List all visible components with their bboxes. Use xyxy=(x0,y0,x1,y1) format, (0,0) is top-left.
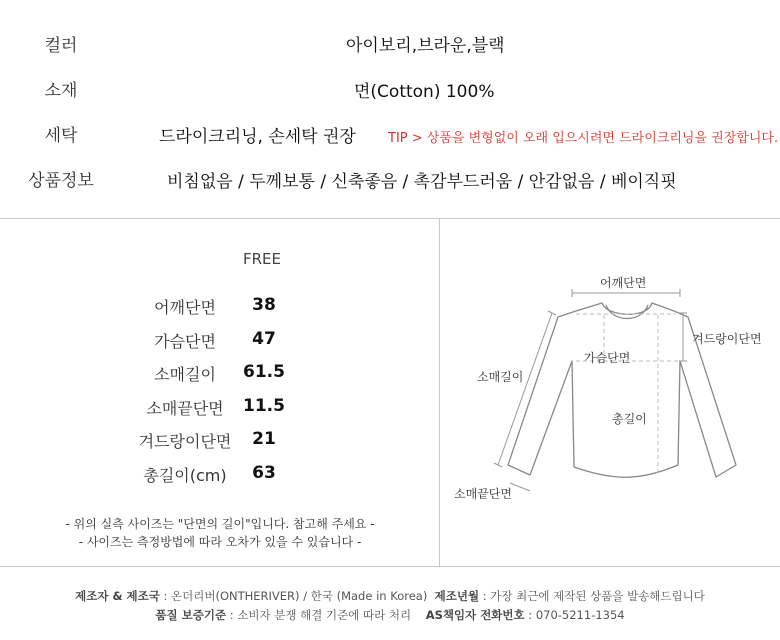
size-name: 겨드랑이단면 xyxy=(138,432,232,451)
size-name: 소매끝단면 xyxy=(146,399,224,418)
garment-diagram xyxy=(440,219,780,566)
footer-as-value: : 070-5211-1354 xyxy=(528,608,625,622)
footer-date-label: 제조년월 xyxy=(434,589,480,603)
value-color: 아이보리,브라운,블랙 xyxy=(346,36,505,56)
size-header: FREE xyxy=(242,250,281,268)
label-color: 컬러 xyxy=(44,36,78,56)
size-name: 소매길이 xyxy=(154,365,216,384)
diagram-label-sleeve: 소매길이 xyxy=(477,370,524,384)
value-material: 면(Cotton) 100% xyxy=(354,82,495,102)
footer-quality-label: 품질 보증기준 xyxy=(155,608,227,622)
footer-as-label: AS책임자 전화번호 xyxy=(425,608,525,622)
diagram-label-shoulder: 어깨단면 xyxy=(600,276,647,290)
divider-bottom xyxy=(0,566,780,567)
footer-maker-label: 제조자 & 제조국 xyxy=(75,589,160,603)
size-note: - 사이즈는 측정방법에 따라 오차가 있을 수 있습니다 - xyxy=(78,535,362,549)
footer-line-1 xyxy=(0,588,780,604)
size-value: 63 xyxy=(252,463,276,483)
size-value: 11.5 xyxy=(243,396,285,416)
size-value: 38 xyxy=(252,295,276,315)
size-note: - 위의 실측 사이즈는 "단면의 길이"입니다. 참고해 주세요 - xyxy=(65,517,375,531)
footer-date-value: : 가장 최근에 제작된 상품을 발송해드립니다 xyxy=(482,589,705,603)
diagram-label-chest: 가슴단면 xyxy=(584,351,631,365)
label-material: 소재 xyxy=(44,81,78,101)
diagram-label-length: 총길이 xyxy=(612,412,647,426)
size-value: 61.5 xyxy=(243,362,285,382)
size-value: 21 xyxy=(252,429,276,449)
footer-maker-value: : 온더리버(ONTHERIVER) / 한국 (Made in Korea) xyxy=(163,589,428,603)
value-product-info: 비침없음 / 두께보통 / 신축좋음 / 촉감부드러움 / 안감없음 / 베이직핏 xyxy=(167,172,677,192)
diagram-label-armpit: 겨드랑이단면 xyxy=(692,332,762,346)
label-product-info: 상품정보 xyxy=(28,171,94,191)
value-washing: 드라이크리닝, 손세탁 권장 xyxy=(159,127,356,147)
size-name: 총길이(cm) xyxy=(143,466,227,485)
washing-tip: TIP > 상품을 변형없이 오래 입으시려면 드라이크리닝을 권장합니다. xyxy=(388,131,779,146)
size-name: 어깨단면 xyxy=(154,298,216,317)
diagram-label-cuff: 소매끝단면 xyxy=(454,487,512,501)
footer-line-2 xyxy=(0,607,780,623)
size-name: 가슴단면 xyxy=(154,332,216,351)
size-value: 47 xyxy=(252,329,276,349)
label-washing: 세탁 xyxy=(44,126,78,146)
footer-quality-value: : 소비자 분쟁 해결 기준에 따라 처리 xyxy=(229,608,412,622)
